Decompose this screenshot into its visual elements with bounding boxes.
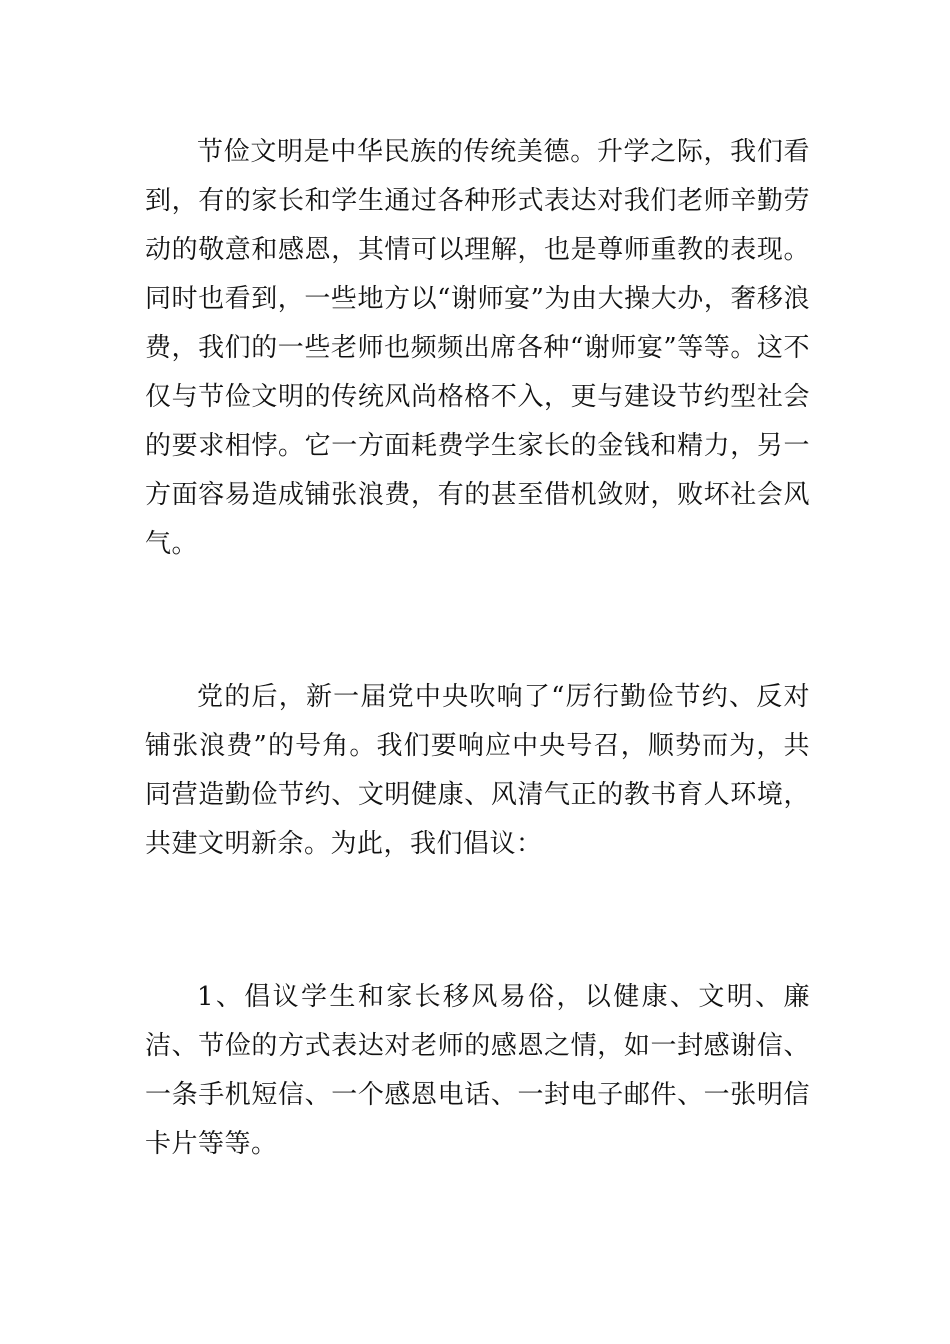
paragraph-party-call: 党的后，新一届党中央吹响了“厉行勤俭节约、反对铺张浪费”的号角。我们要响应中央号召，顺势而为，共同营造勤俭节约、文明健康、风清气正的教书育人环境，共建文明新余。为此，我们倡议： [145, 682, 810, 859]
paragraph-frugality: 节俭文明是中华民族的传统美德。升学之际，我们看到，有的家长和学生通过各种形式表达对我们老师辛勤劳动的敬意和感恩，其情可以理解，也是尊师重教的表现。同时也看到，一些地方以“谢师宴”为由大操大办，奢移浪费，我们的一些老师也频频出席各种“谢师宴”等等。这不仅与节俭文明的传统风尚格格不入，更与建设节约型社会的要求相悖。它一方面耗费学生家长的金钱和精力，另一方面容易造成铺张浪费，有的甚至借机敛财，败坏社会风气。 [145, 137, 810, 559]
paragraph-proposal-1: 1、倡议学生和家长移风易俗，以健康、文明、廉洁、节俭的方式表达对老师的感恩之情，如一封感谢信、一条手机短信、一个感恩电话、一封电子邮件、一张明信卡片等等。 [145, 982, 810, 1159]
